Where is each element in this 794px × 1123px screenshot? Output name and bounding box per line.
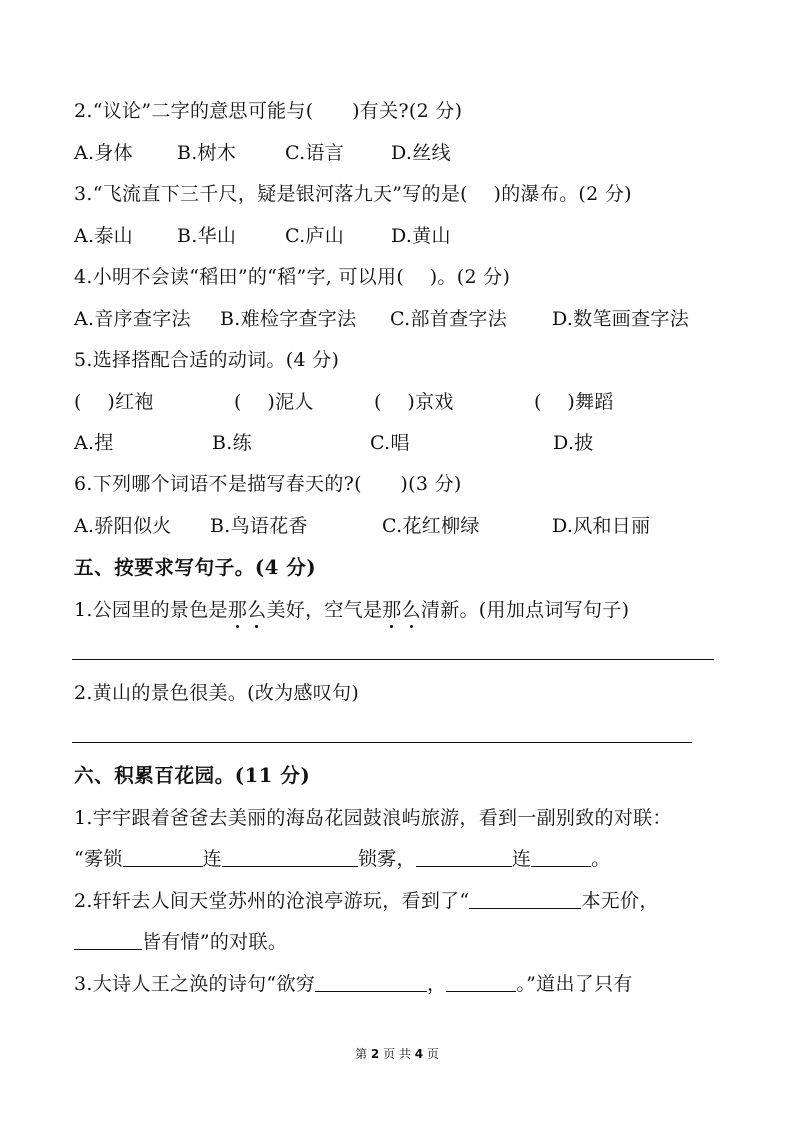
answer-line-2[interactable] — [72, 742, 692, 743]
total-page-count: 4 — [414, 1047, 424, 1061]
question-text: 2.轩轩去人间天堂苏州的沧浪亭游玩，看到了“ — [74, 890, 470, 912]
fill-blank[interactable] — [222, 847, 358, 867]
question-2-options — [74, 141, 724, 165]
q3-option-a: A.泰山 — [74, 225, 133, 247]
fill-blank[interactable] — [469, 889, 581, 909]
question-2-stem: 2.“议论”二字的意思可能与( )有关?(2 分) — [74, 100, 463, 122]
section-5-heading: 五、按要求写句子。(4 分) — [74, 556, 317, 579]
q3-option-b: B.华山 — [177, 225, 237, 247]
question-text: 皆有情”的对联。 — [142, 931, 288, 953]
q5-option-b: B.练 — [212, 432, 252, 454]
question-5-options — [74, 431, 724, 455]
couplet-text: 连 — [511, 848, 532, 870]
q5-option-a: A.捏 — [74, 432, 114, 454]
section-6-heading: 六、积累百花园。(11 分) — [74, 764, 311, 787]
q2-option-b: B.树木 — [177, 142, 237, 164]
fill-blank[interactable] — [74, 930, 142, 950]
s5q1-text-c: 清新。(用加点词写句子) — [420, 599, 630, 621]
q6-option-c: C.花红柳绿 — [382, 515, 480, 537]
section-6-question-2-line-2 — [74, 930, 287, 954]
fill-blank[interactable] — [315, 972, 427, 992]
question-text: ， — [427, 973, 447, 995]
q5-pair-peking-opera: ( )京戏 — [374, 391, 454, 413]
footer-text: 页 共 — [379, 1047, 415, 1061]
question-3-stem: 3.“飞流直下三千尺，疑是银河落九天”写的是( )的瀑布。(2 分) — [74, 183, 632, 205]
q6-option-d: D.风和日丽 — [552, 515, 651, 537]
fill-blank[interactable] — [416, 847, 512, 867]
footer-text: 页 — [423, 1047, 439, 1061]
s5q1-text-a: 1.公园里的景色是 — [74, 599, 228, 621]
q4-option-b: B.难检字查字法 — [220, 308, 357, 330]
q5-pair-red-robe: ( )红袍 — [74, 391, 154, 413]
section-6-question-2-line-1 — [74, 889, 659, 913]
page-footer — [0, 1045, 794, 1062]
fill-blank[interactable] — [531, 847, 591, 867]
q3-option-d: D.黄山 — [391, 225, 451, 247]
q5-pair-dance: ( )舞蹈 — [534, 391, 614, 413]
question-5-pairs — [74, 390, 724, 414]
emphasis-dot-char: 那 — [382, 599, 402, 621]
emphasis-dot-char: 么 — [247, 599, 267, 621]
q3-option-c: C.庐山 — [285, 225, 345, 247]
question-3-options — [74, 224, 724, 248]
q2-option-c: C.语言 — [285, 142, 345, 164]
section-6-question-1-line-1: 1.宇宇跟着爸爸去美丽的海岛花园鼓浪屿旅游，看到一副别致的对联： — [74, 807, 672, 829]
question-6-stem: 6.下列哪个词语不是描写春天的?( )(3 分) — [74, 473, 462, 495]
q5-option-c: C.唱 — [370, 432, 410, 454]
couplet-text: “雾锁 — [74, 848, 123, 870]
question-text: 本无价， — [581, 890, 659, 912]
footer-text: 第 — [355, 1047, 371, 1061]
question-4-options — [74, 307, 724, 331]
question-4-stem: 4.小明不会读“稻田”的“稻”字, 可以用( )。(2 分) — [74, 266, 511, 288]
question-text: 。”道出了只有 — [516, 973, 633, 995]
answer-line-1[interactable] — [72, 659, 714, 660]
section-6-question-1-line-2 — [74, 847, 610, 871]
question-text: 3.大诗人王之涣的诗句“欲穷 — [74, 973, 316, 995]
q2-option-a: A.身体 — [74, 142, 133, 164]
current-page-number: 2 — [370, 1047, 380, 1061]
emphasis-dot-char: 那 — [227, 599, 248, 621]
fill-blank[interactable] — [123, 847, 203, 867]
question-5-stem: 5.选择搭配合适的动词。(4 分) — [74, 349, 340, 371]
question-6-options — [74, 514, 724, 538]
fill-blank[interactable] — [446, 972, 516, 992]
section-5-question-1 — [74, 598, 629, 622]
section-5-question-2: 2.黄山的景色很美。(改为感叹句) — [74, 682, 360, 704]
q5-option-d: D.披 — [553, 432, 594, 454]
couplet-text: 连 — [202, 848, 222, 870]
q2-option-d: D.丝线 — [391, 142, 451, 164]
couplet-text: 。 — [591, 848, 611, 870]
s5q1-text-b: 美好，空气是 — [266, 599, 383, 621]
q4-option-d: D.数笔画查字法 — [552, 308, 689, 330]
q4-option-a: A.音序查字法 — [74, 308, 191, 330]
q6-option-b: B.鸟语花香 — [210, 515, 308, 537]
q6-option-a: A.骄阳似火 — [74, 515, 172, 537]
emphasis-dot-char: 么 — [401, 599, 421, 621]
section-6-question-3-line-1 — [74, 972, 633, 996]
couplet-text: 锁雾， — [357, 848, 416, 870]
q5-pair-clay-figure: ( )泥人 — [234, 391, 314, 413]
q4-option-c: C.部首查字法 — [390, 308, 508, 330]
